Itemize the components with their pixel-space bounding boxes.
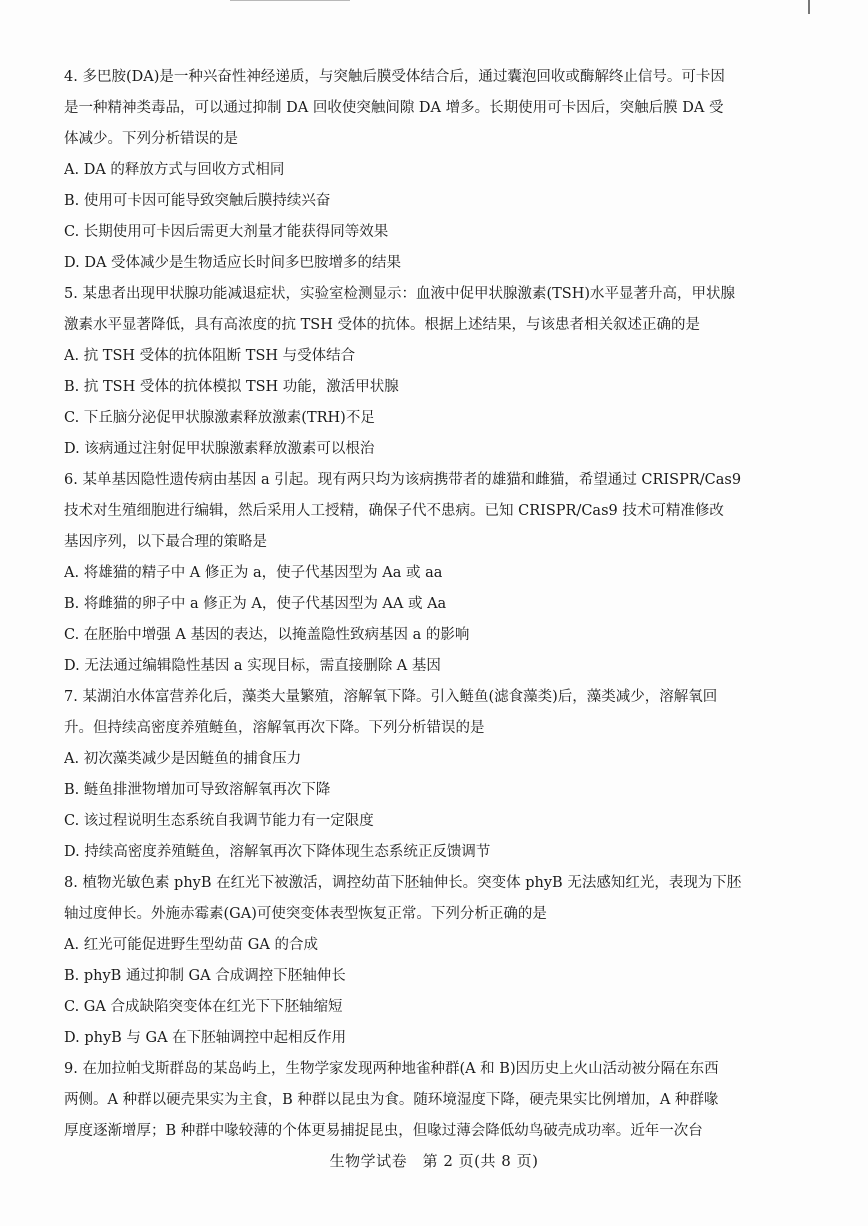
page-footer: 生物学试卷 第 2 页(共 8 页) [329,1152,539,1170]
q7-stem-line-2: 升。但持续高密度养殖鲢鱼，溶解氧再次下降。下列分析错误的是 [64,720,485,736]
q6-option-a: A. 将雄猫的精子中 A 修正为 a，使子代基因型为 Aa 或 aa [64,565,443,581]
q4-stem-line-2: 是一种精神类毒品，可以通过抑制 DA 回收使突触间隙 DA 增多。长期使用可卡因后，突触后膜 DA 受 [64,100,724,116]
q9-stem-line-1: 9. 在加拉帕戈斯群岛的某岛屿上，生物学家发现两种地雀种群(A 和 B)因历史上火山活动被分隔在东西 [64,1061,719,1077]
q9-stem-line-2: 两侧。A 种群以硬壳果实为主食，B 种群以昆虫为食。随环境湿度下降，硬壳果实比例增加，A 种群喙 [64,1092,719,1108]
q8-option-a: A. 红光可能促进野生型幼苗 GA 的合成 [64,937,318,953]
corner-mark [808,0,818,14]
q8-option-b: B. phyB 通过抑制 GA 合成调控下胚轴伸长 [64,968,346,984]
q4-option-d: D. DA 受体减少是生物适应长时间多巴胺增多的结果 [64,255,402,271]
top-edge-line [230,0,350,5]
q8-option-d: D. phyB 与 GA 在下胚轴调控中起相反作用 [64,1030,347,1046]
q5-stem-line-1: 5. 某患者出现甲状腺功能减退症状，实验室检测显示：血液中促甲状腺激素(TSH)水平显著升高，甲状腺 [64,286,736,302]
q4-stem-line-3: 体减少。下列分析错误的是 [64,131,238,147]
q7-option-b: B. 鲢鱼排泄物增加可导致溶解氧再次下降 [64,782,331,798]
questions-area [64,62,829,1147]
q4-stem-line-1: 4. 多巴胺(DA)是一种兴奋性神经递质，与突触后膜受体结合后，通过囊泡回收或酶解终止信号。可卡因 [64,69,725,85]
q7-stem-line-1: 7. 某湖泊水体富营养化后，藻类大量繁殖，溶解氧下降。引入鲢鱼(滤食藻类)后，藻类减少，溶解氧回 [64,689,718,705]
q6-stem-line-2: 技术对生殖细胞进行编辑，然后采用人工授精，确保子代不患病。已知 CRISPR/Cas9 技术可精准修改 [64,503,724,519]
q6-stem-line-3: 基因序列，以下最合理的策略是 [64,534,267,550]
q4-option-a: A. DA 的释放方式与回收方式相同 [64,162,285,178]
q7-option-c: C. 该过程说明生态系统自我调节能力有一定限度 [64,813,374,829]
q5-stem-line-2: 激素水平显著降低，具有高浓度的抗 TSH 受体的抗体。根据上述结果，与该患者相关叙述正确的是 [64,317,700,333]
q7-option-d: D. 持续高密度养殖鲢鱼，溶解氧再次下降体现生态系统正反馈调节 [64,844,491,860]
q5-option-c: C. 下丘脑分泌促甲状腺激素释放激素(TRH)不足 [64,410,375,426]
q4-option-b: B. 使用可卡因可能导致突触后膜持续兴奋 [64,193,331,209]
q8-stem-line-1: 8. 植物光敏色素 phyB 在红光下被激活，调控幼苗下胚轴伸长。突变体 phyB 无法感知红光，表现为下胚 [64,875,742,891]
q6-option-b: B. 将雌猫的卵子中 a 修正为 A，使子代基因型为 AA 或 Aa [64,596,447,612]
q6-option-d: D. 无法通过编辑隐性基因 a 实现目标，需直接删除 A 基因 [64,658,441,674]
q4-option-c: C. 长期使用可卡因后需更大剂量才能获得同等效果 [64,224,389,240]
q8-stem-line-2: 轴过度伸长。外施赤霉素(GA)可使突变体表型恢复正常。下列分析正确的是 [64,906,547,922]
q6-option-c: C. 在胚胎中增强 A 基因的表达，以掩盖隐性致病基因 a 的影响 [64,627,470,643]
q9-stem-line-3: 厚度逐渐增厚；B 种群中喙较薄的个体更易捕捉昆虫，但喙过薄会降低幼鸟破壳成功率。近年一次台 [64,1123,703,1139]
q5-option-a: A. 抗 TSH 受体的抗体阻断 TSH 与受体结合 [64,348,356,364]
q5-option-b: B. 抗 TSH 受体的抗体模拟 TSH 功能，激活甲状腺 [64,379,399,395]
q5-option-d: D. 该病通过注射促甲状腺激素释放激素可以根治 [64,441,375,457]
q8-option-c: C. GA 合成缺陷突变体在红光下下胚轴缩短 [64,999,343,1015]
q6-stem-line-1: 6. 某单基因隐性遗传病由基因 a 引起。现有两只均为该病携带者的雄猫和雌猫，希望通过 CRISPR/Cas9 [64,472,742,488]
q7-option-a: A. 初次藻类减少是因鲢鱼的捕食压力 [64,751,302,767]
